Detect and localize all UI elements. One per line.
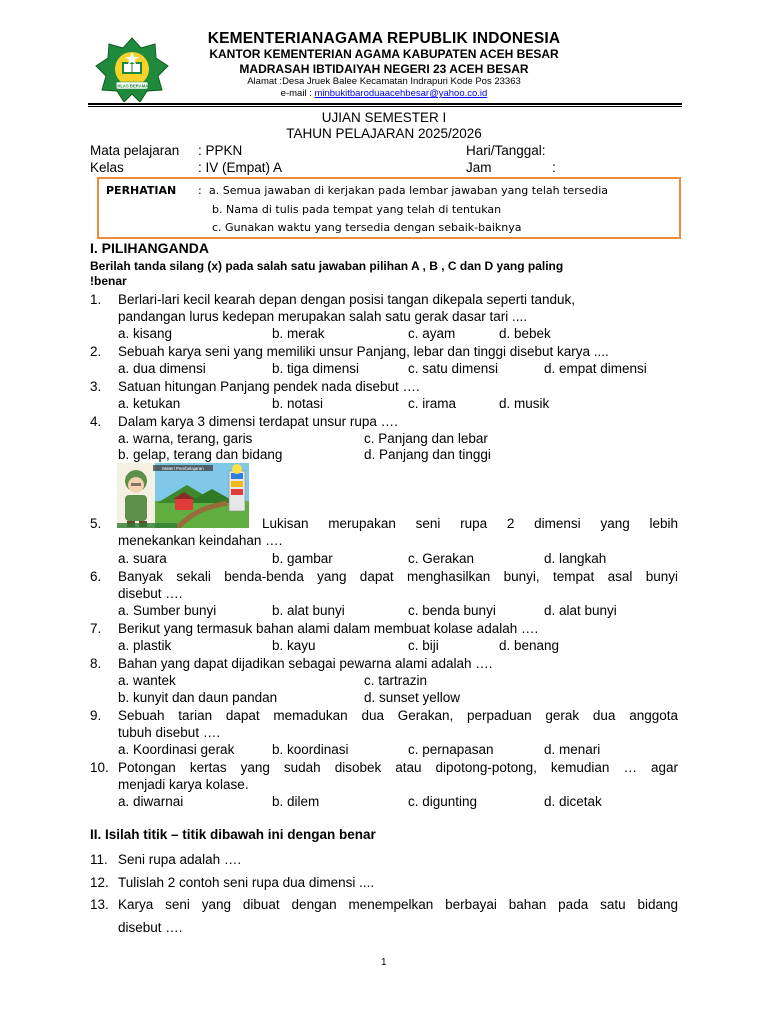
option-b: b. gambar xyxy=(272,551,333,566)
option-b: b. gelap, terang dan bidang xyxy=(118,447,283,462)
question-text: tubuh disebut …. xyxy=(118,725,221,740)
option-c: c. ayam xyxy=(408,326,456,341)
option-c: c. biji xyxy=(408,638,439,653)
option-d: d. empat dimensi xyxy=(544,361,647,376)
question-text: Tulislah 2 contoh seni rupa dua dimensi .... xyxy=(118,875,375,890)
option-a: a. dua dimensi xyxy=(118,361,206,376)
email-label: e-mail : xyxy=(280,88,315,99)
subject-value: : PPKN xyxy=(198,143,243,158)
question-text: Berikut yang termasuk bahan alami dalam membuat kolase adalah …. xyxy=(118,621,539,636)
landscape-painting-image xyxy=(117,463,249,528)
header-divider xyxy=(88,103,682,105)
question-text: Sebuah tarian dapat memadukan dua Gerakan, perpaduan gerak dua anggota xyxy=(118,708,678,723)
question-number: 11. xyxy=(90,852,108,867)
question-text: Karya seni yang dibuat dengan menempelkan berbayai bahan pada satu bidang xyxy=(118,897,678,912)
question-text: Berlari-lari kecil kearah depan dengan posisi tangan dikepala seperti tanduk, xyxy=(118,292,576,307)
option-a: a. warna, terang, garis xyxy=(118,431,253,446)
question-number: 1. xyxy=(90,292,102,307)
option-b: b. kayu xyxy=(272,638,316,653)
picture-caption: Materi Pembelajaran xyxy=(162,466,204,471)
option-b: b. tiga dimensi xyxy=(272,361,360,376)
option-d: d. benang xyxy=(499,638,560,653)
option-c: c. Gerakan xyxy=(408,551,475,566)
section1-instruction: Berilah tanda silang (x) pada salah satu jawaban pilihan A , B , C dan D yang paling xyxy=(90,259,564,273)
notice-b: b. Nama di tulis pada tempat yang telah di tentukan xyxy=(212,203,502,216)
option-d: d. bebek xyxy=(499,326,551,341)
option-d: d. sunset yellow xyxy=(364,690,461,705)
option-c: c. Panjang dan lebar xyxy=(364,431,488,446)
logo-text: IKHLAS BERAMAL xyxy=(113,83,151,89)
question-number: 8. xyxy=(90,656,102,671)
question-text: menjadi karya kolase. xyxy=(118,777,249,792)
question-number: 6. xyxy=(90,569,102,584)
question-text: pandangan lurus kedepan merupakan salah satu gerak dasar tari .... xyxy=(118,309,528,324)
option-b: b. notasi xyxy=(272,396,324,411)
question-number: 4. xyxy=(90,414,102,429)
page-number: 1 xyxy=(381,957,387,968)
option-c: c. digunting xyxy=(408,794,478,809)
question-number: 2. xyxy=(90,344,102,359)
section1-title: I. PILIHANGANDA xyxy=(90,240,209,256)
option-b: b. merak xyxy=(272,326,325,341)
school-title: MADRASAH IBTIDAIYAH NEGERI 23 ACEH BESAR xyxy=(239,62,529,76)
time-colon: : xyxy=(552,160,556,175)
option-b: b. kunyit dan daun pandan xyxy=(118,690,278,705)
question-number: 13. xyxy=(90,897,109,912)
notice-a: a. Semua jawaban di kerjakan pada lembar jawaban yang telah tersedia xyxy=(209,184,608,197)
exam-title: UJIAN SEMESTER I xyxy=(321,110,447,125)
exam-year: TAHUN PELAJARAN 2025/2026 xyxy=(286,126,482,141)
question-text: disebut …. xyxy=(118,920,183,935)
question-text: Satuan hitungan Panjang pendek nada disebut …. xyxy=(118,379,420,394)
option-c: c. tartrazin xyxy=(364,673,428,688)
option-d: d. dicetak xyxy=(544,794,602,809)
notice-c: c. Gunakan waktu yang tersedia dengan sebaik-baiknya xyxy=(212,221,522,234)
notice-label: PERHATIAN xyxy=(106,184,177,197)
time-label: Jam xyxy=(466,160,492,175)
option-c: c. irama xyxy=(408,396,457,411)
section2-title: II. Isilah titik – titik dibawah ini dengan benar xyxy=(90,827,376,842)
class-label: Kelas xyxy=(90,160,124,175)
email-line xyxy=(0,88,768,99)
option-d: d. musik xyxy=(499,396,550,411)
question-text: disebut …. xyxy=(118,586,183,601)
header-divider-thin xyxy=(88,106,682,107)
question-number: 7. xyxy=(90,621,102,636)
option-c: c. pernapasan xyxy=(408,742,494,757)
address-line: Alamat :Desa Jruek Balee Kecamatan Indrapuri Kode Pos 23363 xyxy=(247,76,521,87)
option-d: d. alat bunyi xyxy=(544,603,617,618)
question-text: Banyak sekali benda-benda yang dapat menghasilkan bunyi, tempat asal bunyi xyxy=(118,569,678,584)
option-a: a. plastik xyxy=(118,638,172,653)
question-text: Bahan yang dapat dijadikan sebagai pewarna alami adalah …. xyxy=(118,656,493,671)
question-text: Lukisan merupakan seni rupa 2 dimensi yang lebih xyxy=(262,516,678,531)
question-text: Potongan kertas yang sudah disobek atau dipotong-potong, kemudian … agar xyxy=(118,760,678,775)
option-b: b. koordinasi xyxy=(272,742,349,757)
notice-colon: : xyxy=(198,184,202,197)
date-label: Hari/Tanggal: xyxy=(466,143,546,158)
ministry-title: KEMENTERIANAGAMA REPUBLIK INDONESIA xyxy=(207,30,561,47)
subject-label: Mata pelajaran xyxy=(90,143,180,158)
question-number: 10. xyxy=(90,760,109,775)
option-a: a. suara xyxy=(118,551,167,566)
question-text: Sebuah karya seni yang memiliki unsur Panjang, lebar dan tinggi disebut karya .... xyxy=(118,344,609,359)
option-a: a. Koordinasi gerak xyxy=(118,742,235,757)
option-d: d. menari xyxy=(544,742,601,757)
option-d: d. langkah xyxy=(544,551,607,566)
section1-instruction-end: !benar xyxy=(90,274,127,288)
option-a: a. kisang xyxy=(118,326,173,341)
question-number: 12. xyxy=(90,875,109,890)
option-b: b. alat bunyi xyxy=(272,603,345,618)
question-text: Seni rupa adalah …. xyxy=(118,852,242,867)
option-c: c. satu dimensi xyxy=(408,361,499,376)
option-a: a. Sumber bunyi xyxy=(118,603,217,618)
question-number: 5. xyxy=(90,516,102,531)
option-a: a. wantek xyxy=(118,673,176,688)
email-link[interactable]: minbukitbaroduaacehbesar@yahoo.co.id xyxy=(314,88,488,99)
option-b: b. dilem xyxy=(272,794,320,809)
option-a: a. ketukan xyxy=(118,396,181,411)
office-title: KANTOR KEMENTERIAN AGAMA KABUPATEN ACEH BESAR xyxy=(209,47,559,61)
question-number: 3. xyxy=(90,379,102,394)
option-d: d. Panjang dan tinggi xyxy=(364,447,491,462)
class-value: : IV (Empat) A xyxy=(198,160,283,175)
question-text: menekankan keindahan …. xyxy=(118,533,283,548)
question-text: Dalam karya 3 dimensi terdapat unsur rupa …. xyxy=(118,414,398,429)
option-a: a. diwarnai xyxy=(118,794,184,809)
question-number: 9. xyxy=(90,708,102,723)
option-c: c. benda bunyi xyxy=(408,603,496,618)
